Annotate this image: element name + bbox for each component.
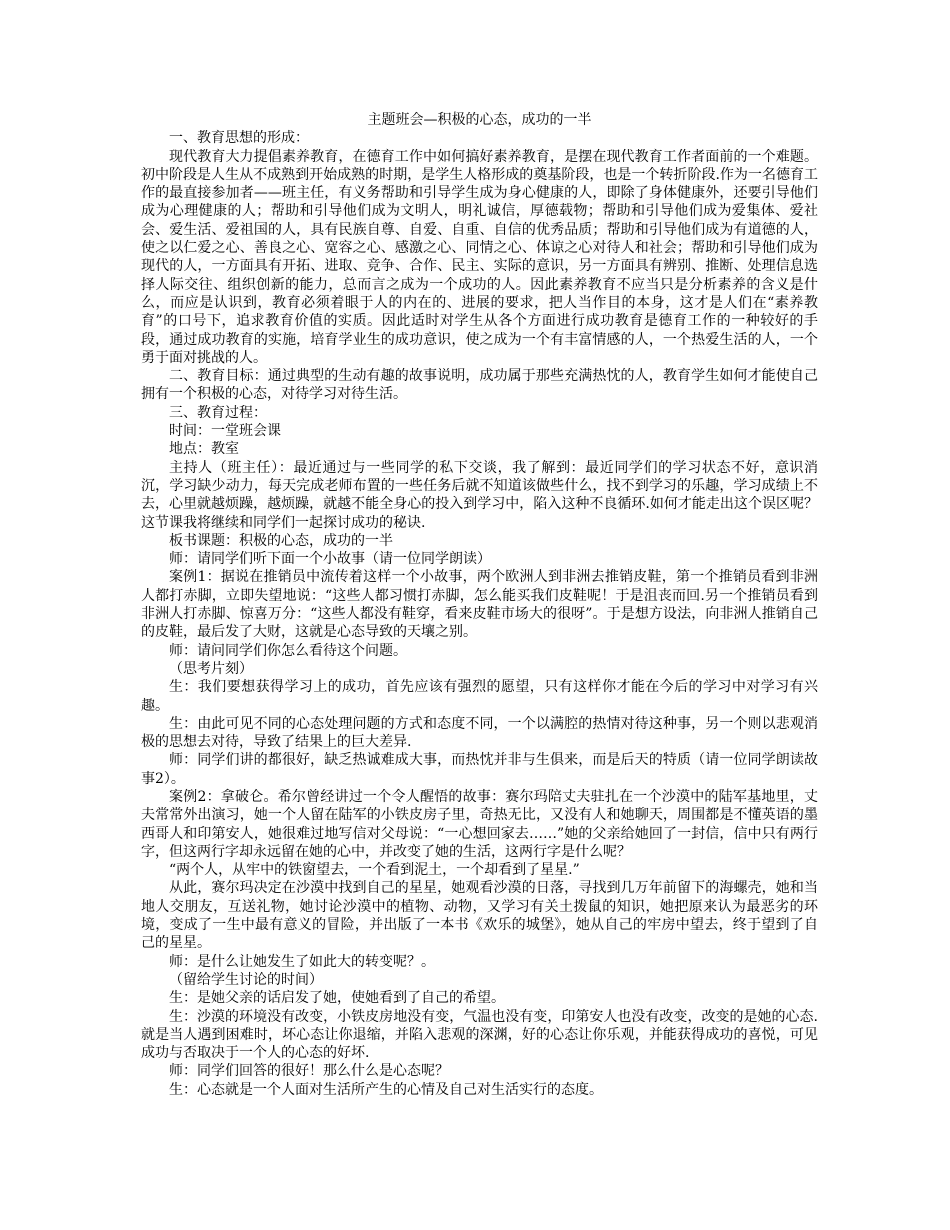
section-heading-1: 一、教育思想的形成： [169, 130, 309, 147]
paragraph: 生：心态就是一个人面对生活所产生的心情及自己对生活实行的态度。 [169, 1081, 603, 1098]
paragraph: 生：由此可见不同的心态处理问题的方式和态度不同，一个以满腔的热情对待这种事，另一个则以悲观消极的思想去对待，导致了结果上的巨大差异. [141, 715, 818, 751]
paragraph: 主持人（班主任）：最近通过与一些同学的私下交谈，我了解到：最近同学们的学习状态不好，意识消沉，学习缺少动力，每天完成老师布置的一些任务后就不知道该做些什么，找不到学习的乐趣，学习成绩上不去，心里就越烦躁，越烦躁，就越不能全身心的投入到学习中，陷入这种不良循环.如何才能走出这个误区呢？这节课我将继续和同学们一起探讨成功的秘诀. [141, 459, 818, 531]
paragraph: 案例1：据说在推销员中流传着这样一个小故事，两个欧洲人到非洲去推销皮鞋，第一个推销员看到非洲人都打赤脚，立即失望地说：“这些人都习惯打赤脚，怎么能买我们皮鞋呢！于是沮丧而回.另一个推销员看到非洲人打赤脚、惊喜万分：“这些人都没有鞋穿，看来皮鞋市场大的很呀”。于是想方设法，向非洲人推销自己的皮鞋，最后发了大财，这就是心态导致的天壤之别。 [141, 569, 818, 641]
document-page [141, 111, 818, 1099]
paragraph: 生：是她父亲的话启发了她，使她看到了自己的希望。 [169, 990, 505, 1007]
paragraph: 生：我们要想获得学习上的成功，首先应该有强烈的愿望，只有这样你才能在今后的学习中对学习有兴趣。 [141, 679, 818, 714]
paragraph: 师：请问同学们你怎么看待这个问题。 [169, 642, 407, 659]
section-heading-3: 三、教育过程： [169, 404, 267, 421]
paragraph: 师：同学们讲的都很好，缺乏热诚难成大事，而热忱并非与生俱来，而是后天的特质（请一位同学朗读故事2）。 [141, 752, 818, 787]
paragraph: “两个人，从牢中的铁窗望去，一个看到泥土，一个却看到了星星.” [169, 862, 580, 879]
paragraph: 从此，赛尔玛决定在沙漠中找到自己的星星，她观看沙漠的日落，寻找到几万年前留下的海螺壳，她和当地人交朋友，互送礼物，她讨论沙漠中的植物、动物，又学习有关土拨鼠的知识，她把原来认为最恶劣的环境，变成了一生中最有意义的冒险，并出版了一本书《欢乐的城堡》，她从自己的牢房中望去，终于望到了自己的星星。 [141, 880, 818, 952]
paragraph: 地点：教室 [169, 441, 239, 458]
paragraph: 生：沙漠的环境没有改变，小铁皮房地没有变，气温也没有变，印第安人也没有改变，改变的是她的心态.就是当人遇到困难时，坏心态让你退缩，并陷入悲观的深渊，好的心态让你乐观，并能获得成功的喜悦，可见成功与否取决于一个人的心态的好坏. [141, 1008, 818, 1062]
paragraph: 时间：一堂班会课 [169, 423, 281, 440]
paragraph: 案例2：拿破仑。希尔曾经讲过一个令人醒悟的故事：赛尔玛陪丈夫驻扎在一个沙漠中的陆军基地里，丈夫常常外出演习，她一个人留在陆军的小铁皮房子里，奇热无比，又没有人和她聊天，周围都是不懂英语的墨西哥人和印第安人，她很难过地写信对父母说：“一心想回家去……”她的父亲给她回了一封信，信中只有两行字，但这两行字却永远留在她的心中，并改变了她的生活，这两行字是什么呢？ [141, 788, 818, 860]
section-heading-2: 二、教育目标：通过典型的生动有趣的故事说明，成功属于那些充满热忱的人，教育学生如何才能使自己拥有一个积极的心态，对待学习对待生活。 [141, 368, 818, 403]
paragraph: 板书课题：积极的心态，成功的一半 [169, 532, 393, 549]
document-title: 主题班会—积极的心态，成功的一半 [367, 112, 592, 128]
paragraph: 师：是什么让她发生了如此大的转变呢？。 [169, 953, 435, 970]
paragraph: （思考片刻） [169, 660, 253, 677]
paragraph: 师：请同学们听下面一个小故事（请一位同学朗读） [169, 551, 491, 568]
paragraph: 师：同学们回答的很好！那么什么是心态呢？ [169, 1063, 449, 1080]
paragraph: （留给学生讨论的时间） [169, 971, 323, 988]
paragraph: 现代教育大力提倡素养教育，在德育工作中如何搞好素养教育，是摆在现代教育工作者面前的一个难题。初中阶段是人生从不成熟到开始成熟的时期，是学生人格形成的奠基阶段，也是一个转折阶段.作为一名德育工作的最直接参加者——班主任，有义务帮助和引导学生成为身心健康的人，即除了身体健康外，还要引导他们成为心理健康的人；帮助和引导他们成为文明人，明礼诚信，厚德载物；帮助和引导他们成为爱集体、爱社会、爱生活、爱祖国的人，具有民族自尊、自爱、自重、自信的优秀品质；帮助和引导他们成为有道德的人，使之以仁爱之心、善良之心、宽容之心、感激之心、同情之心、体谅之心对待人和社会；帮助和引导他们成为现代的人，一方面具有开拓、进取、竞争、合作、民主、实际的意识，另一方面具有辨别、推断、处理信息选择人际交往、组织创新的能力，总而言之成为一个成功的人。因此素养教育不应当只是分析素养的含义是什么，而应是认识到，教育必须着眼于人的内在的、进展的要求，把人当作目的本身，这才是人们在“素养教育”的口号下，追求教育价值的实质。因此适时对学生从各个方面进行成功教育是德育工作的一种较好的手段，通过成功教育的实施，培育学业生的成功意识，使之成为一个有丰富情感的人，一个热爱生活的人，一个勇于面对挑战的人。 [141, 148, 818, 366]
